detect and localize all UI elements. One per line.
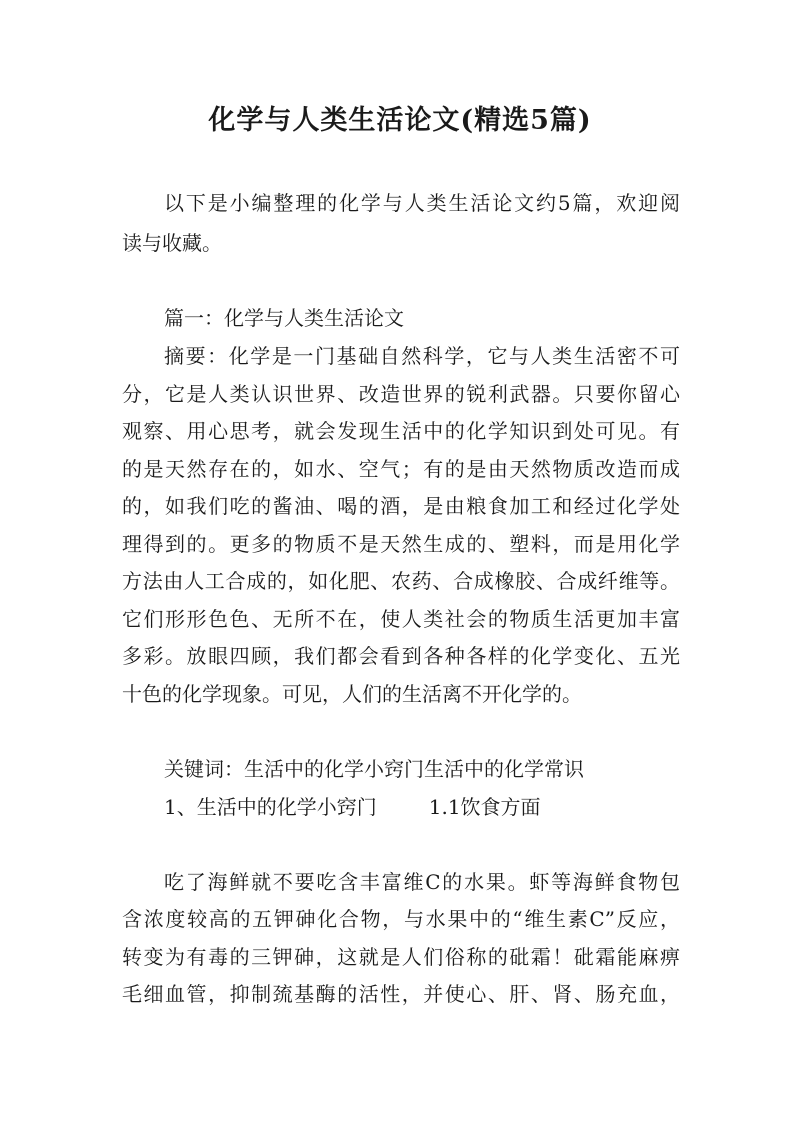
abstract-line: 的是天然存在的，如水、空气；有的是由天然物质改造而成: [122, 457, 680, 481]
intro-line: 以下是小编整理的化学与人类生活论文约5篇，欢迎阅: [164, 191, 680, 215]
toc-item: 1.1饮食方面: [428, 795, 541, 819]
toc-item: 1、生活中的化学小窍门: [164, 795, 377, 819]
abstract-line: 多彩。放眼四顾，我们都会看到各种各样的化学变化、五光: [122, 644, 680, 668]
section-heading: 篇一：化学与人类生活论文: [164, 306, 404, 330]
abstract-line: 十色的化学现象。可见，人们的生活离不开化学的。: [122, 682, 582, 706]
abstract-line: 摘要：化学是一门基础自然科学，它与人类生活密不可: [164, 344, 680, 368]
body-line: 含浓度较高的五钾砷化合物，与水果中的“维生素C”反应，: [122, 907, 680, 931]
abstract-line: 分，它是人类认识世界、改造世界的锐利武器。只要你留心: [122, 382, 680, 406]
abstract-line: 理得到的。更多的物质不是天然生成的、塑料，而是用化学: [122, 532, 680, 556]
body-line: 转变为有毒的三钾砷，这就是人们俗称的砒霜！砒霜能麻痹: [122, 945, 680, 969]
intro-line: 读与收藏。: [122, 231, 222, 255]
toc-line: [164, 790, 541, 824]
document-title: 化学与人类生活论文(精选5篇): [208, 105, 592, 136]
abstract-line: 的，如我们吃的酱油、喝的酒，是由粮食加工和经过化学处: [122, 494, 680, 518]
body-line: 吃了海鲜就不要吃含丰富维C的水果。虾等海鲜食物包: [164, 870, 680, 894]
body-line: 毛细血管，抑制巯基酶的活性，并使心、肝、肾、肠充血，: [122, 982, 680, 1006]
keywords-line: 关键词：生活中的化学小窍门生活中的化学常识: [164, 757, 584, 781]
abstract-line: 观察、用心思考，就会发现生活中的化学知识到处可见。有: [122, 419, 680, 443]
abstract-line: 方法由人工合成的，如化肥、农药、合成橡胶、合成纤维等。: [122, 569, 680, 593]
abstract-line: 它们形形色色、无所不在，使人类社会的物质生活更加丰富: [122, 607, 680, 631]
